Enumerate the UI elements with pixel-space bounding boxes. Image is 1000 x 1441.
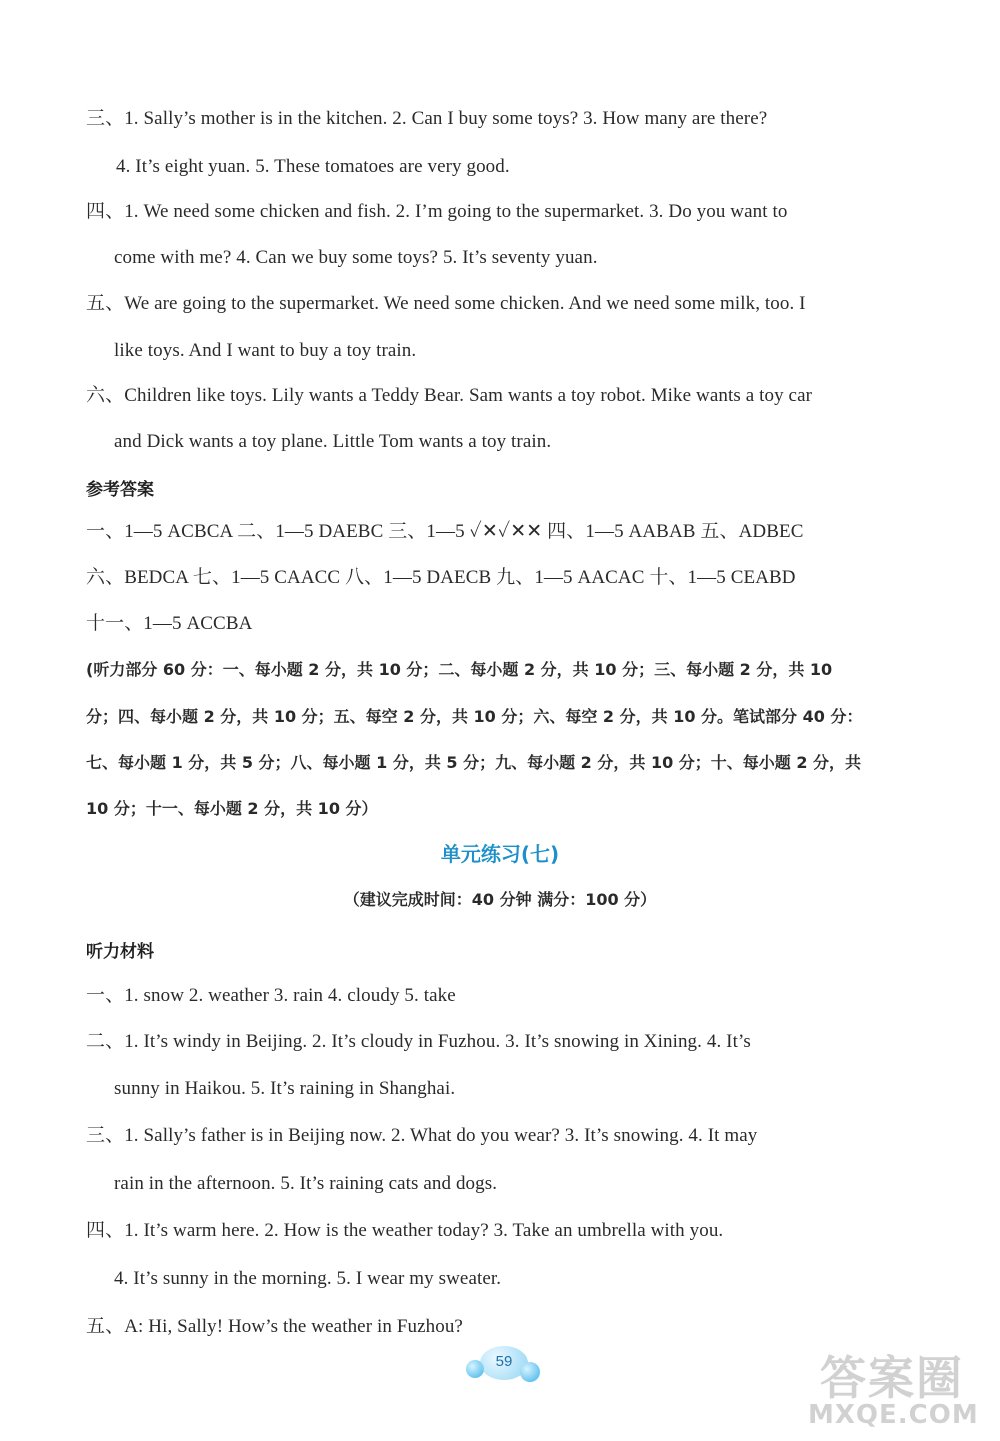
text-line: 4. It’s sunny in the morning. 5. I wear my sweater.	[114, 1268, 502, 1289]
text-line: 三、1. Sally’s father is in Beijing now. 2. What do you wear? 3. It’s snowing. 4. It may	[86, 1125, 758, 1146]
answer-line: 六、BEDCA 七、1—5 CAACC 八、1—5 DAECB 九、1—5 AACAC 十、1—5 CEABD	[86, 567, 796, 588]
text-line: 三、1. Sally’s mother is in the kitchen. 2. Can I buy some toys? 3. How many are there?	[86, 108, 768, 129]
answer-line: 十一、1—5 ACCBA	[86, 613, 253, 634]
page-number: 59	[495, 1353, 513, 1370]
text-line: 四、1. We need some chicken and fish. 2. I’m going to the supermarket. 3. Do you want to	[86, 201, 788, 222]
watermark-url: MXQE.COM	[808, 1400, 979, 1430]
watermark-brand: 答案圈	[820, 1351, 964, 1405]
text-line: and Dick wants a toy plane. Little Tom wants a toy train.	[114, 431, 552, 452]
text-line: 二、1. It’s windy in Beijing. 2. It’s cloudy in Fuzhou. 3. It’s snowing in Xining. 4. It’s	[86, 1031, 751, 1052]
scoring-note: (听力部分 60 分：一、每小题 2 分，共 10 分；二、每小题 2 分，共 10 分；三、每小题 2 分，共 10	[86, 660, 833, 679]
page-number-badge	[466, 1346, 542, 1386]
unit-subtitle: （建议完成时间：40 分钟 满分：100 分）	[343, 890, 657, 909]
text-line: 五、A: Hi, Sally! How’s the weather in Fuzhou?	[86, 1316, 463, 1337]
text-line: 一、1. snow 2. weather 3. rain 4. cloudy 5. take	[86, 985, 456, 1006]
scoring-note: 分；四、每小题 2 分，共 10 分；五、每空 2 分，共 10 分；六、每空 2 分，共 10 分。笔试部分 40 分：	[86, 707, 863, 726]
unit-title: 单元练习(七)	[440, 842, 560, 866]
text-line: 四、1. It’s warm here. 2. How is the weather today? 3. Take an umbrella with you.	[86, 1220, 724, 1241]
bubble-icon	[520, 1362, 540, 1382]
text-line: come with me? 4. Can we buy some toys? 5. It’s seventy yuan.	[114, 247, 598, 268]
watermark-logo	[800, 1342, 1000, 1441]
scoring-note: 10 分；十一、每小题 2 分，共 10 分）	[86, 799, 378, 818]
text-line: 4. It’s eight yuan. 5. These tomatoes are very good.	[116, 156, 510, 177]
answer-line: 一、1—5 ACBCA 二、1—5 DAEBC 三、1—5 ✓✕✓✕✕ 四、1—5 AABAB 五、ADBEC	[86, 521, 804, 542]
text-line: 五、We are going to the supermarket. We need some chicken. And we need some milk, too. I	[86, 293, 806, 314]
text-line: rain in the afternoon. 5. It’s raining cats and dogs.	[114, 1173, 498, 1194]
answers-heading: 参考答案	[86, 480, 154, 500]
text-line: like toys. And I want to buy a toy train.	[114, 340, 417, 361]
scoring-note: 七、每小题 1 分，共 5 分；八、每小题 1 分，共 5 分；九、每小题 2 分，共 10 分；十、每小题 2 分，共	[86, 753, 862, 772]
text-line: sunny in Haikou. 5. It’s raining in Shanghai.	[114, 1078, 456, 1099]
text-line: 六、Children like toys. Lily wants a Teddy Bear. Sam wants a toy robot. Mike wants a toy car	[86, 385, 813, 406]
listening-heading: 听力材料	[86, 942, 154, 962]
